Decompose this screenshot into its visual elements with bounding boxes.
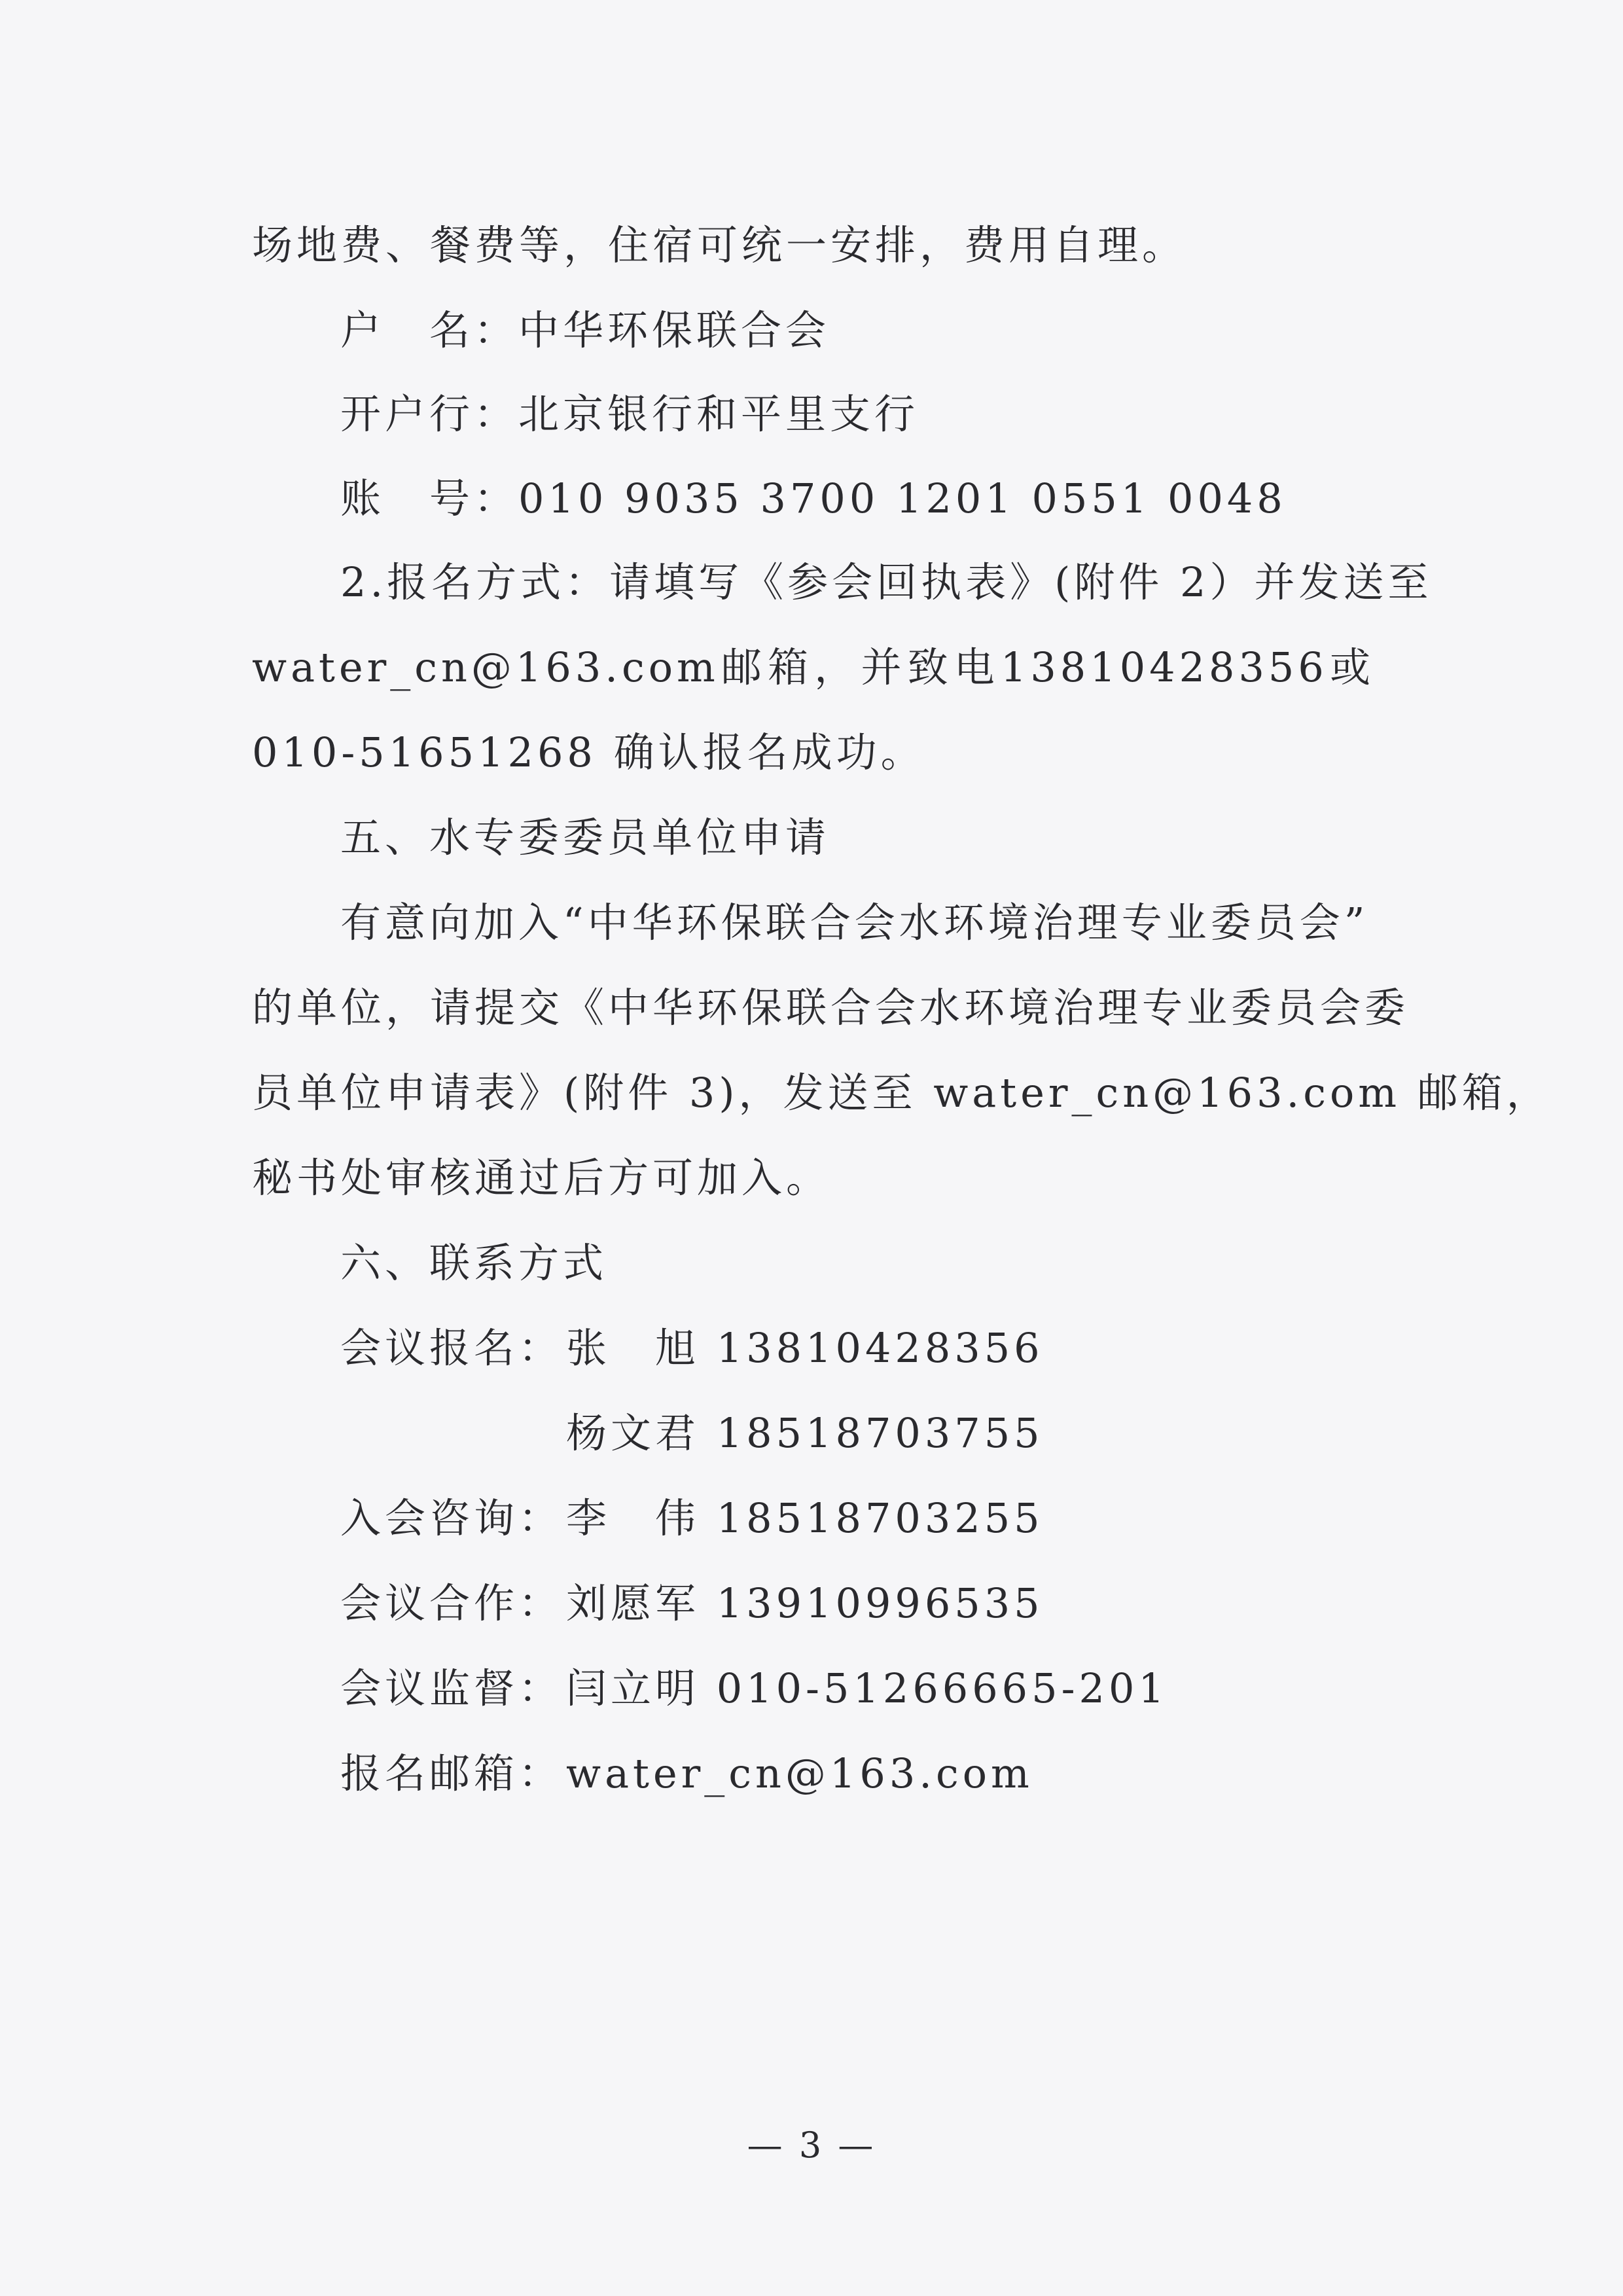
text-char: ， — [814, 643, 859, 691]
contact-label: 会议监督： — [340, 1664, 563, 1712]
contact-label: 报名邮箱： — [340, 1749, 563, 1797]
text-char: 或 — [1329, 643, 1374, 691]
account-number-line: 账 号：010 9035 3700 1201 0551 0048 — [340, 475, 1287, 522]
contact-email: water_cn@163.com — [566, 1749, 1033, 1797]
contact-person: 刘愿军 13910996535 — [566, 1579, 1044, 1627]
registration-confirm-line: 010-51651268 确认报名成功。 — [252, 728, 925, 776]
contact-label: 会议报名： — [340, 1324, 563, 1372]
registration-phone: 13810428356 — [1000, 643, 1328, 691]
section-five-heading: 五、水专委委员单位申请 — [340, 814, 830, 861]
section-five-paragraph-line: 有意向加入“中华环保联合会水环境治理专业委员会” — [340, 899, 1369, 946]
section-five-paragraph-line: 秘书处审核通过后方可加入。 — [252, 1154, 831, 1202]
text-char: 邮 — [721, 643, 766, 691]
contact-person: 杨文君 18518703755 — [566, 1409, 1044, 1457]
registration-email-line — [252, 641, 1374, 694]
page-number: — 3 — — [747, 2125, 876, 2166]
registration-email: water_cn@163.com — [252, 643, 719, 691]
registration-method-line: 2.报名方式：请填写《参会回执表》(附件 2）并发送至 — [340, 558, 1433, 606]
contact-person: 李 伟 18518703255 — [566, 1494, 1044, 1542]
section-six-heading: 六、联系方式 — [340, 1239, 608, 1287]
section-five-paragraph-line: 员单位申请表》(附件 3)，发送至 water_cn@163.com 邮箱， — [252, 1069, 1551, 1117]
text-char: 致 — [907, 643, 952, 691]
contact-label: 入会咨询： — [340, 1494, 563, 1542]
contact-person: 闫立明 010-51266665-201 — [566, 1664, 1168, 1712]
contact-person: 张 旭 13810428356 — [566, 1324, 1044, 1372]
fee-line: 场地费、餐费等，住宿可统一安排，费用自理。 — [252, 221, 1187, 269]
bank-line: 开户行：北京银行和平里支行 — [340, 390, 919, 438]
section-five-paragraph-line: 的单位，请提交《中华环保联合会水环境治理专业委员会委 — [252, 984, 1410, 1031]
text-char: 并 — [861, 643, 906, 691]
text-char: 电 — [954, 643, 999, 691]
contact-label: 会议合作： — [340, 1579, 563, 1627]
account-name-line: 户 名：中华环保联合会 — [340, 306, 830, 354]
text-char: 箱 — [768, 643, 813, 691]
